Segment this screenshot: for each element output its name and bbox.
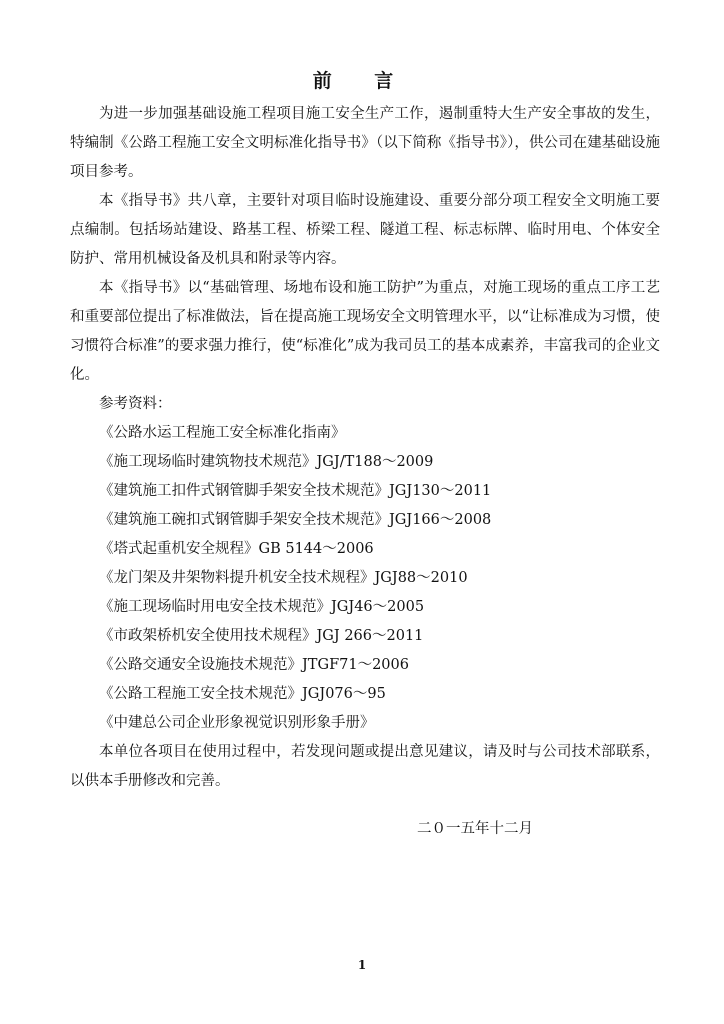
reference-list — [70, 419, 660, 738]
page-title: 前 言 — [312, 70, 412, 92]
reference-item: 《公路交通安全设施技术规范》JTGF71～2006 — [99, 657, 409, 673]
reference-item: 《建筑施工碗扣式钢管脚手架安全技术规范》JGJ166～2008 — [99, 512, 492, 528]
scope-paragraph: 本《指导书》共八章，主要针对项目临时设施建设、重要分部分项工程安全文明施工要点编制。包括场站建设、路基工程、桥梁工程、隧道工程、标志标牌、临时用电、个体安全防护、常用机械设备及机具和附录等内容。 — [70, 193, 660, 267]
closing-paragraph: 本单位各项目在使用过程中，若发现问题或提出意见建议，请及时与公司技术部联系，以供本手册修改和完善。 — [70, 744, 660, 789]
document-date: 二０一五年十二月 — [417, 821, 533, 837]
reference-item: 《中建总公司企业形象视觉识别形象手册》 — [99, 715, 375, 731]
document-body — [70, 100, 660, 796]
references-heading: 参考资料： — [99, 396, 172, 412]
reference-item: 《龙门架及井架物料提升机安全技术规程》JGJ88～2010 — [99, 570, 468, 586]
reference-item: 《公路工程施工安全技术规范》JGJ076～95 — [99, 686, 386, 702]
reference-item: 《建筑施工扣件式钢管脚手架安全技术规范》JGJ130～2011 — [99, 483, 492, 499]
reference-item: 《公路水运工程施工安全标准化指南》 — [99, 425, 346, 441]
intro-paragraph: 为进一步加强基础设施工程项目施工安全生产工作，遏制重特大生产安全事故的发生，特编制《公路工程施工安全文明标准化指导书》（以下简称《指导书》），供公司在建基础设施项目参考。 — [70, 106, 660, 180]
reference-item: 《施工现场临时建筑物技术规范》JGJ/T188～2009 — [99, 454, 434, 470]
reference-item: 《施工现场临时用电安全技术规范》JGJ46～2005 — [99, 599, 425, 615]
reference-item: 《市政架桥机安全使用技术规程》JGJ 266～2011 — [99, 628, 424, 644]
page-number: 1 — [357, 958, 367, 972]
focus-paragraph: 本《指导书》以“基础管理、场地布设和施工防护”为重点，对施工现场的重点工序工艺和重要部位提出了标准做法，旨在提高施工现场安全文明管理水平，以“让标准成为习惯，使习惯符合标准”的要求强力推行，使“标准化”成为我司员工的基本成素养，丰富我司的企业文化。 — [70, 280, 660, 383]
reference-item: 《塔式起重机安全规程》GB 5144～2006 — [99, 541, 374, 557]
